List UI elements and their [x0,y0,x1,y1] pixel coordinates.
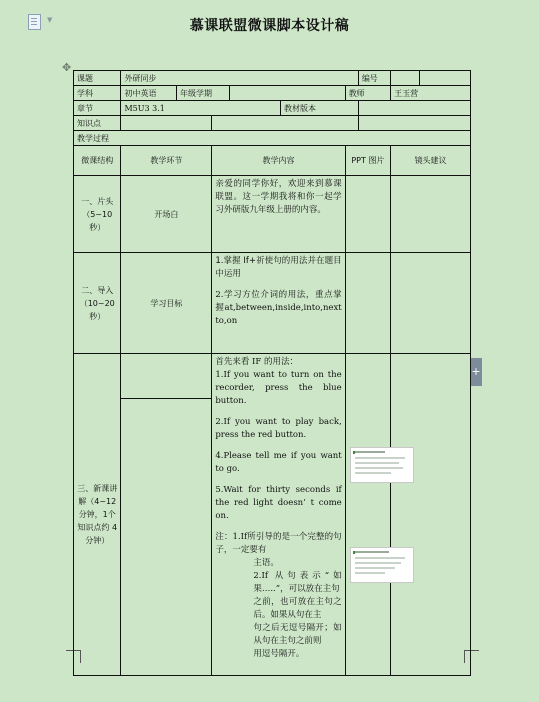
semester-label: 年级学期 [177,86,230,101]
topic-label: 课题 [74,71,121,86]
knowledge-value-a[interactable] [121,116,212,131]
page-title: 慕课联盟微课脚本设计稿 [189,18,350,34]
header-camera: 镜头建议 [391,146,471,176]
camera-cell[interactable] [391,176,471,252]
ppt-cell[interactable] [345,252,390,354]
chevron-down-icon[interactable]: ▼ [47,16,53,24]
note-2b: 之前，也可放在主句之后。如果从句在主 [253,597,342,621]
edition-value[interactable] [358,101,470,116]
row-knowledge [74,116,471,131]
table-move-handle-icon[interactable]: ✥ [62,61,72,74]
ppt-thumbnail-1[interactable] [350,447,414,483]
edition-label: 教材版本 [281,101,359,116]
ppt-cell[interactable] [345,176,390,252]
step-cell-b[interactable] [121,398,212,675]
objective-1: 1.掌握 If+祈使句的用法并在题目中运用 [215,255,342,279]
example-1: 1.If you want to turn on the recorder, press the blue button. [215,370,342,407]
content-cell[interactable] [212,252,345,354]
row-process [74,131,471,146]
number-value-extra [420,71,471,86]
note-2c: 句之后无逗号隔开；如从句在主句之前则 [253,623,342,647]
header-content: 教学内容 [212,146,345,176]
lesson-intro: 首先来看 IF 的用法： [215,357,299,368]
section-row-opening [74,176,471,252]
camera-cell[interactable] [391,252,471,354]
teacher-value[interactable]: 王玉营 [391,86,471,101]
ppt-cell[interactable] [345,354,390,676]
side-expand-tab[interactable]: + [470,358,482,386]
note-2d: 用逗号隔开。 [253,649,305,660]
example-4: 5.Wait for thirty seconds if the red light doesn’ t come on. [215,485,342,522]
number-value[interactable] [391,71,420,86]
chapter-label: 章节 [74,101,121,116]
section-row-lesson [74,354,471,398]
number-label: 编号 [358,71,390,86]
note-2: 2.If 从句表示“如果…..”，可以放在主句 [253,571,342,595]
knowledge-label: 知识点 [74,116,121,131]
content-cell[interactable] [212,354,345,676]
chapter-value[interactable]: M5U3 3.1 [121,101,281,116]
header-step: 教学环节 [121,146,212,176]
structure-cell: 二、导入（10~20秒） [74,252,121,354]
example-3: 4.Please tell me if you want to go. [215,451,342,475]
structure-cell: 一、片头（5~10秒） [74,176,121,252]
section-row-intro [74,252,471,354]
knowledge-value-c[interactable] [358,116,470,131]
topic-value[interactable]: 外研同步 [121,71,358,86]
step-cell: 开场白 [121,176,212,252]
teacher-label: 教师 [345,86,390,101]
subject-value[interactable]: 初中英语 [121,86,177,101]
content-cell[interactable]: 亲爱的同学你好，欢迎来到慕课联盟。这一学期我将和你一起学习外研版九年级上册的内容。 [212,176,345,252]
note-1b: 主语。 [253,558,279,569]
knowledge-value-b[interactable] [212,116,358,131]
semester-value[interactable] [229,86,345,101]
camera-cell[interactable] [391,354,471,676]
header-ppt: PPT 图片 [345,146,390,176]
row-chapter [74,101,471,116]
note-1: 注：1.If所引导的是一个完整的句子，一定要有 [215,532,342,556]
ppt-thumbnail-2[interactable] [350,547,414,583]
row-subject [74,86,471,101]
example-2: 2.If you want to play back, press the red button. [215,417,342,441]
subject-label: 学科 [74,86,121,101]
script-table [73,70,471,676]
step-cell: 学习目标 [121,252,212,354]
step-cell-a[interactable] [121,354,212,398]
row-topic [74,71,471,86]
header-row [74,146,471,176]
objective-2: 2.学习方位介词的用法，重点掌握at,between,inside,into,next to,on [215,289,342,326]
process-label: 教学过程 [74,131,471,146]
structure-cell: 三、新课讲解（4~12分钟，1个知识点约 4分钟） [74,354,121,676]
header-structure: 微课结构 [74,146,121,176]
